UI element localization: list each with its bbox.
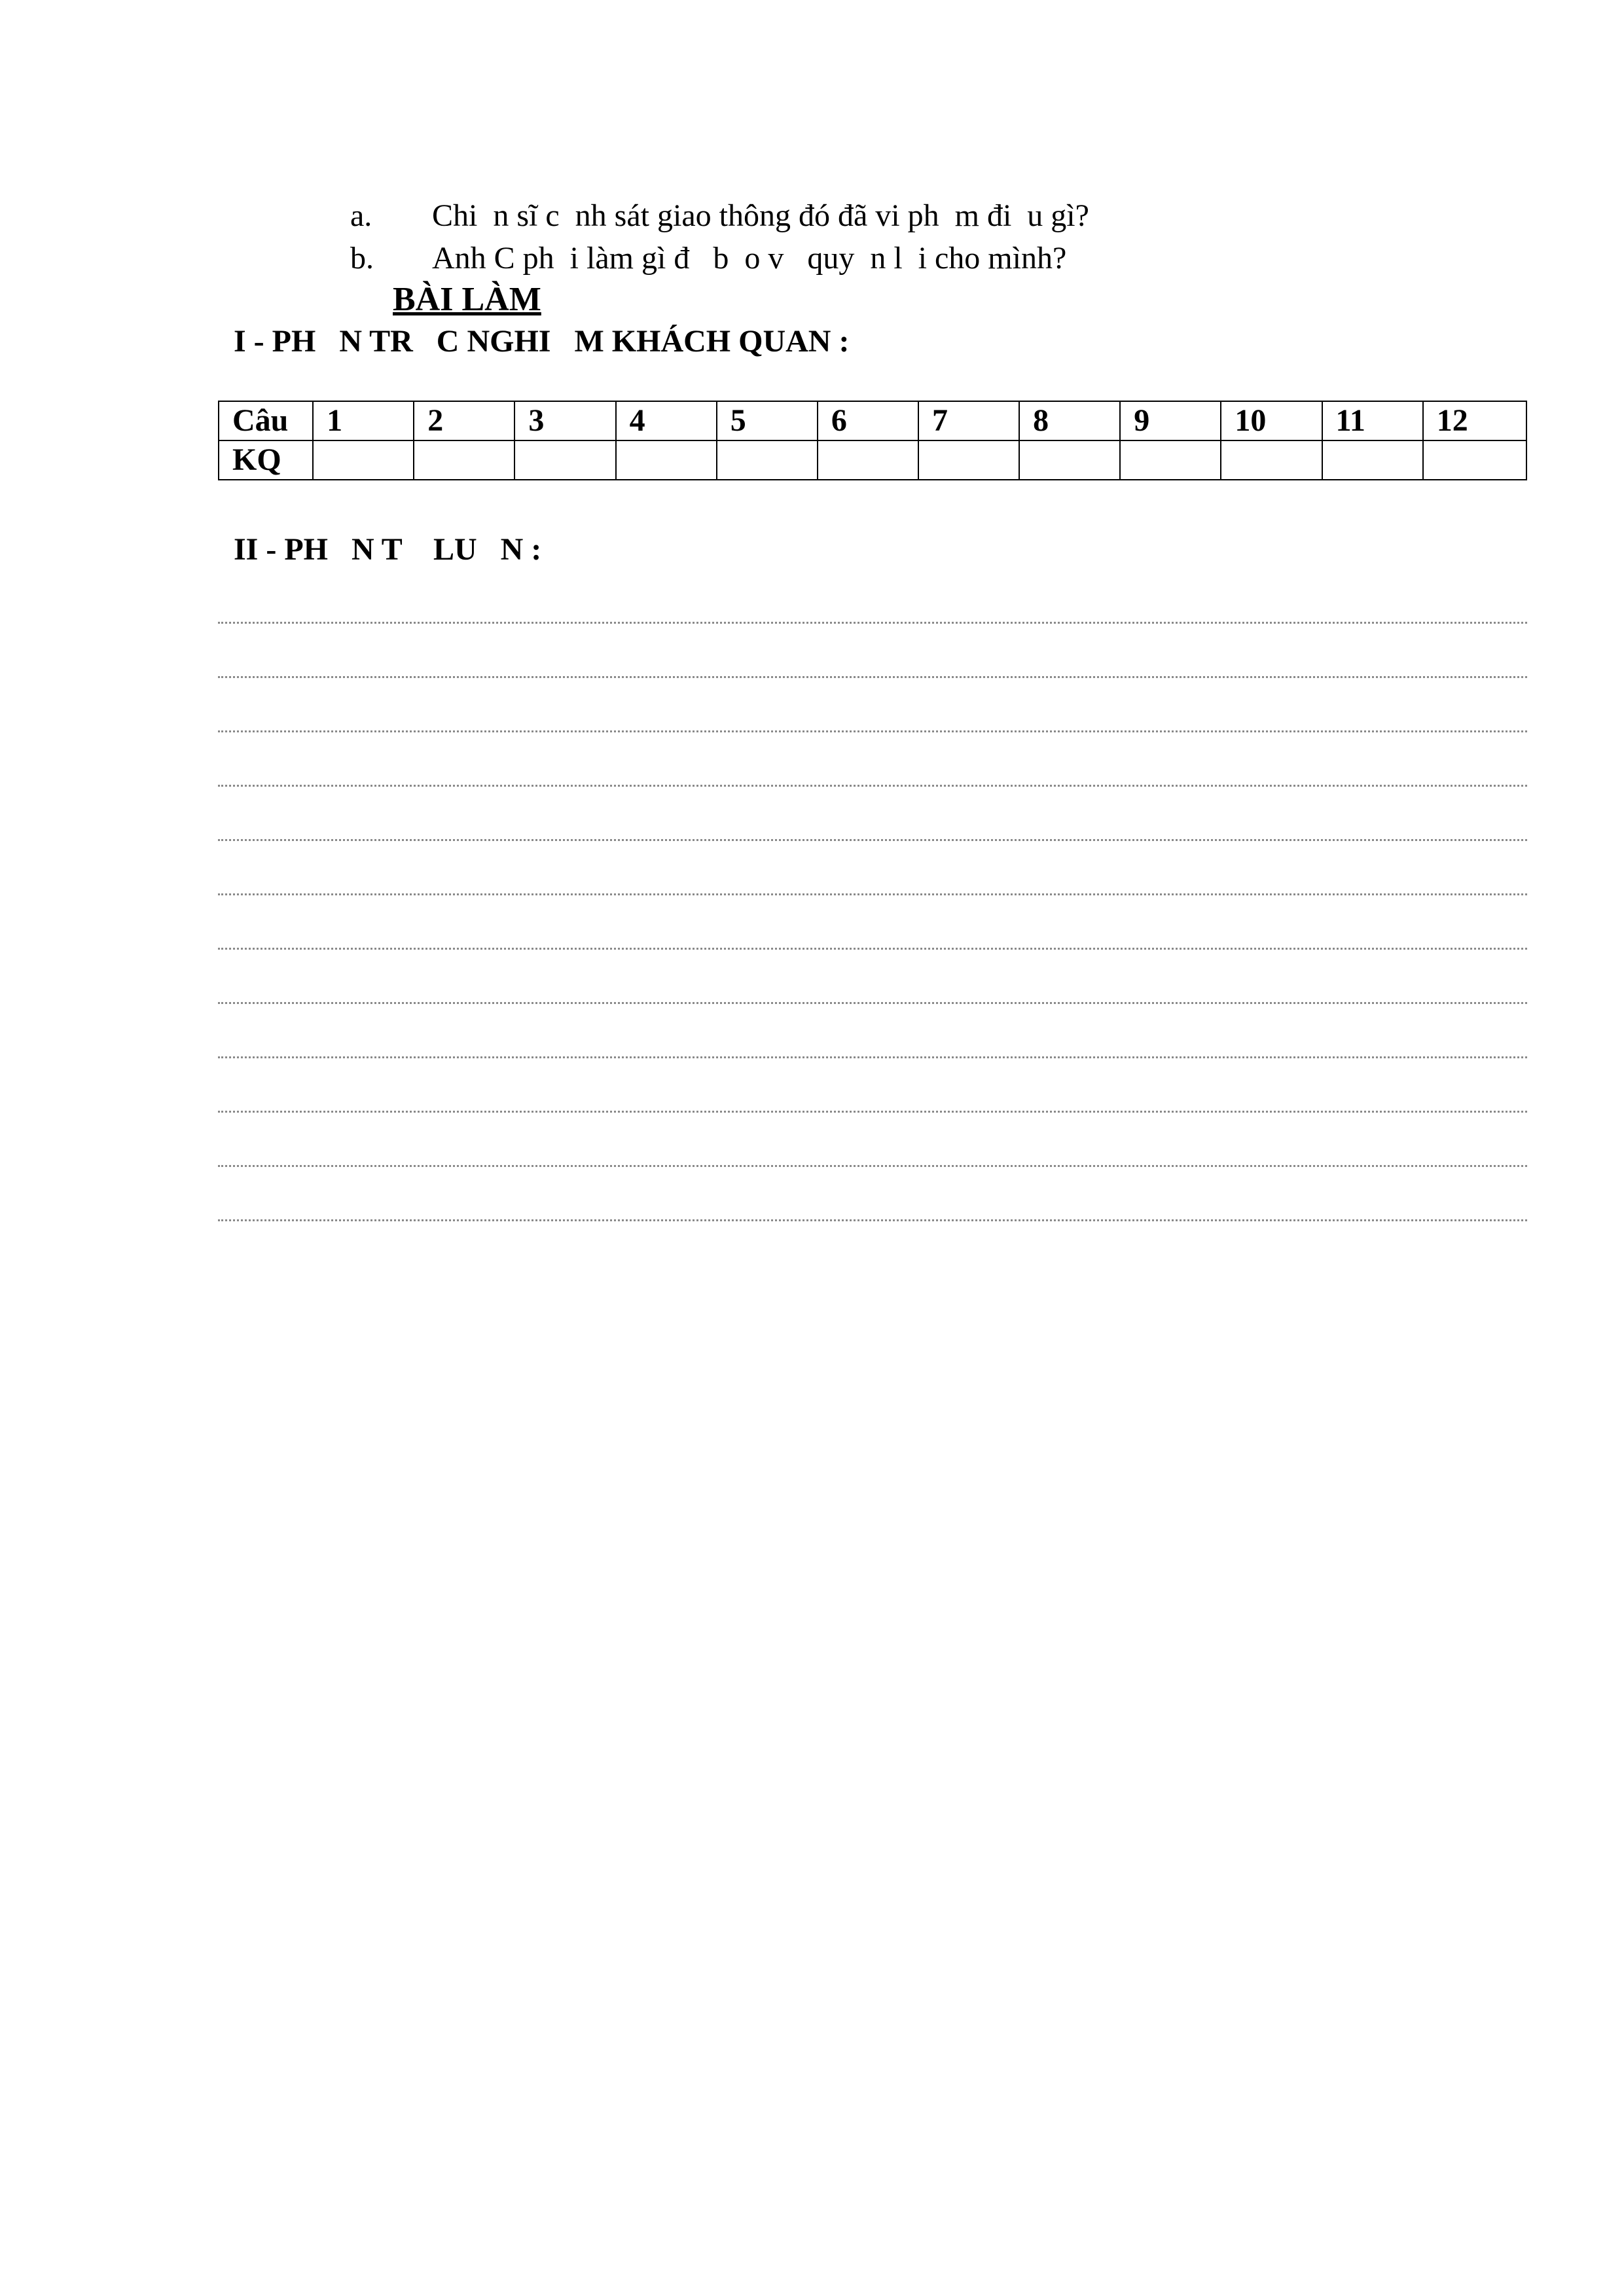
question-number-cell: 12 [1423,401,1526,440]
answer-cell[interactable] [1221,440,1322,480]
answer-cell[interactable] [1423,440,1526,480]
dotted-answer-line [218,1165,1527,1167]
question-number-cell: 10 [1221,401,1322,440]
question-number-cell: 3 [514,401,615,440]
dotted-answer-line [218,1002,1527,1004]
question-a-text: Chi n sĩ c nh sát giao thông đó đã vi ph m đi u gì? [432,198,1089,233]
question-number-cell: 1 [313,401,414,440]
question-number-cell: 4 [616,401,717,440]
question-b-letter: b. [350,241,374,276]
dotted-answer-line [218,785,1527,787]
answer-cell[interactable] [1120,440,1221,480]
section-essay-title: II - PH N T LU N : [234,532,542,567]
answer-cell[interactable] [818,440,918,480]
work-title: BÀI LÀM [393,281,541,318]
question-number-cell: 9 [1120,401,1221,440]
result-label: KQ [219,440,313,480]
answer-cell[interactable] [918,440,1019,480]
question-number-cell: 6 [818,401,918,440]
dotted-answer-line [218,948,1527,950]
dotted-answer-line [218,730,1527,732]
dotted-answer-line [218,1111,1527,1113]
answer-cell[interactable] [717,440,818,480]
question-number-label: Câu [219,401,313,440]
dotted-answer-line [218,839,1527,841]
answer-cell[interactable] [1322,440,1423,480]
question-number-cell: 2 [414,401,514,440]
answer-table [218,401,1527,480]
question-number-cell: 11 [1322,401,1423,440]
question-number-cell: 8 [1019,401,1120,440]
answer-cell[interactable] [616,440,717,480]
essay-answer-area[interactable] [218,622,1527,1274]
question-a [350,196,1089,236]
answer-cell[interactable] [1019,440,1120,480]
dotted-answer-line [218,893,1527,895]
dotted-answer-line [218,676,1527,678]
answer-cell[interactable] [414,440,514,480]
dotted-answer-line [218,1219,1527,1221]
dotted-answer-line [218,1056,1527,1058]
question-a-letter: a. [350,198,372,233]
answer-cell[interactable] [514,440,615,480]
answer-table-header-row [219,401,1526,440]
dotted-answer-line [218,622,1527,624]
section-multiple-choice-title: I - PH N TR C NGHI M KHÁCH QUAN : [234,324,850,359]
question-number-cell: 7 [918,401,1019,440]
question-b-text: Anh C ph i làm gì đ b o v quy n l i cho mình? [432,241,1067,276]
answer-table-result-row [219,440,1526,480]
question-b [350,239,1066,278]
question-number-cell: 5 [717,401,818,440]
answer-cell[interactable] [313,440,414,480]
